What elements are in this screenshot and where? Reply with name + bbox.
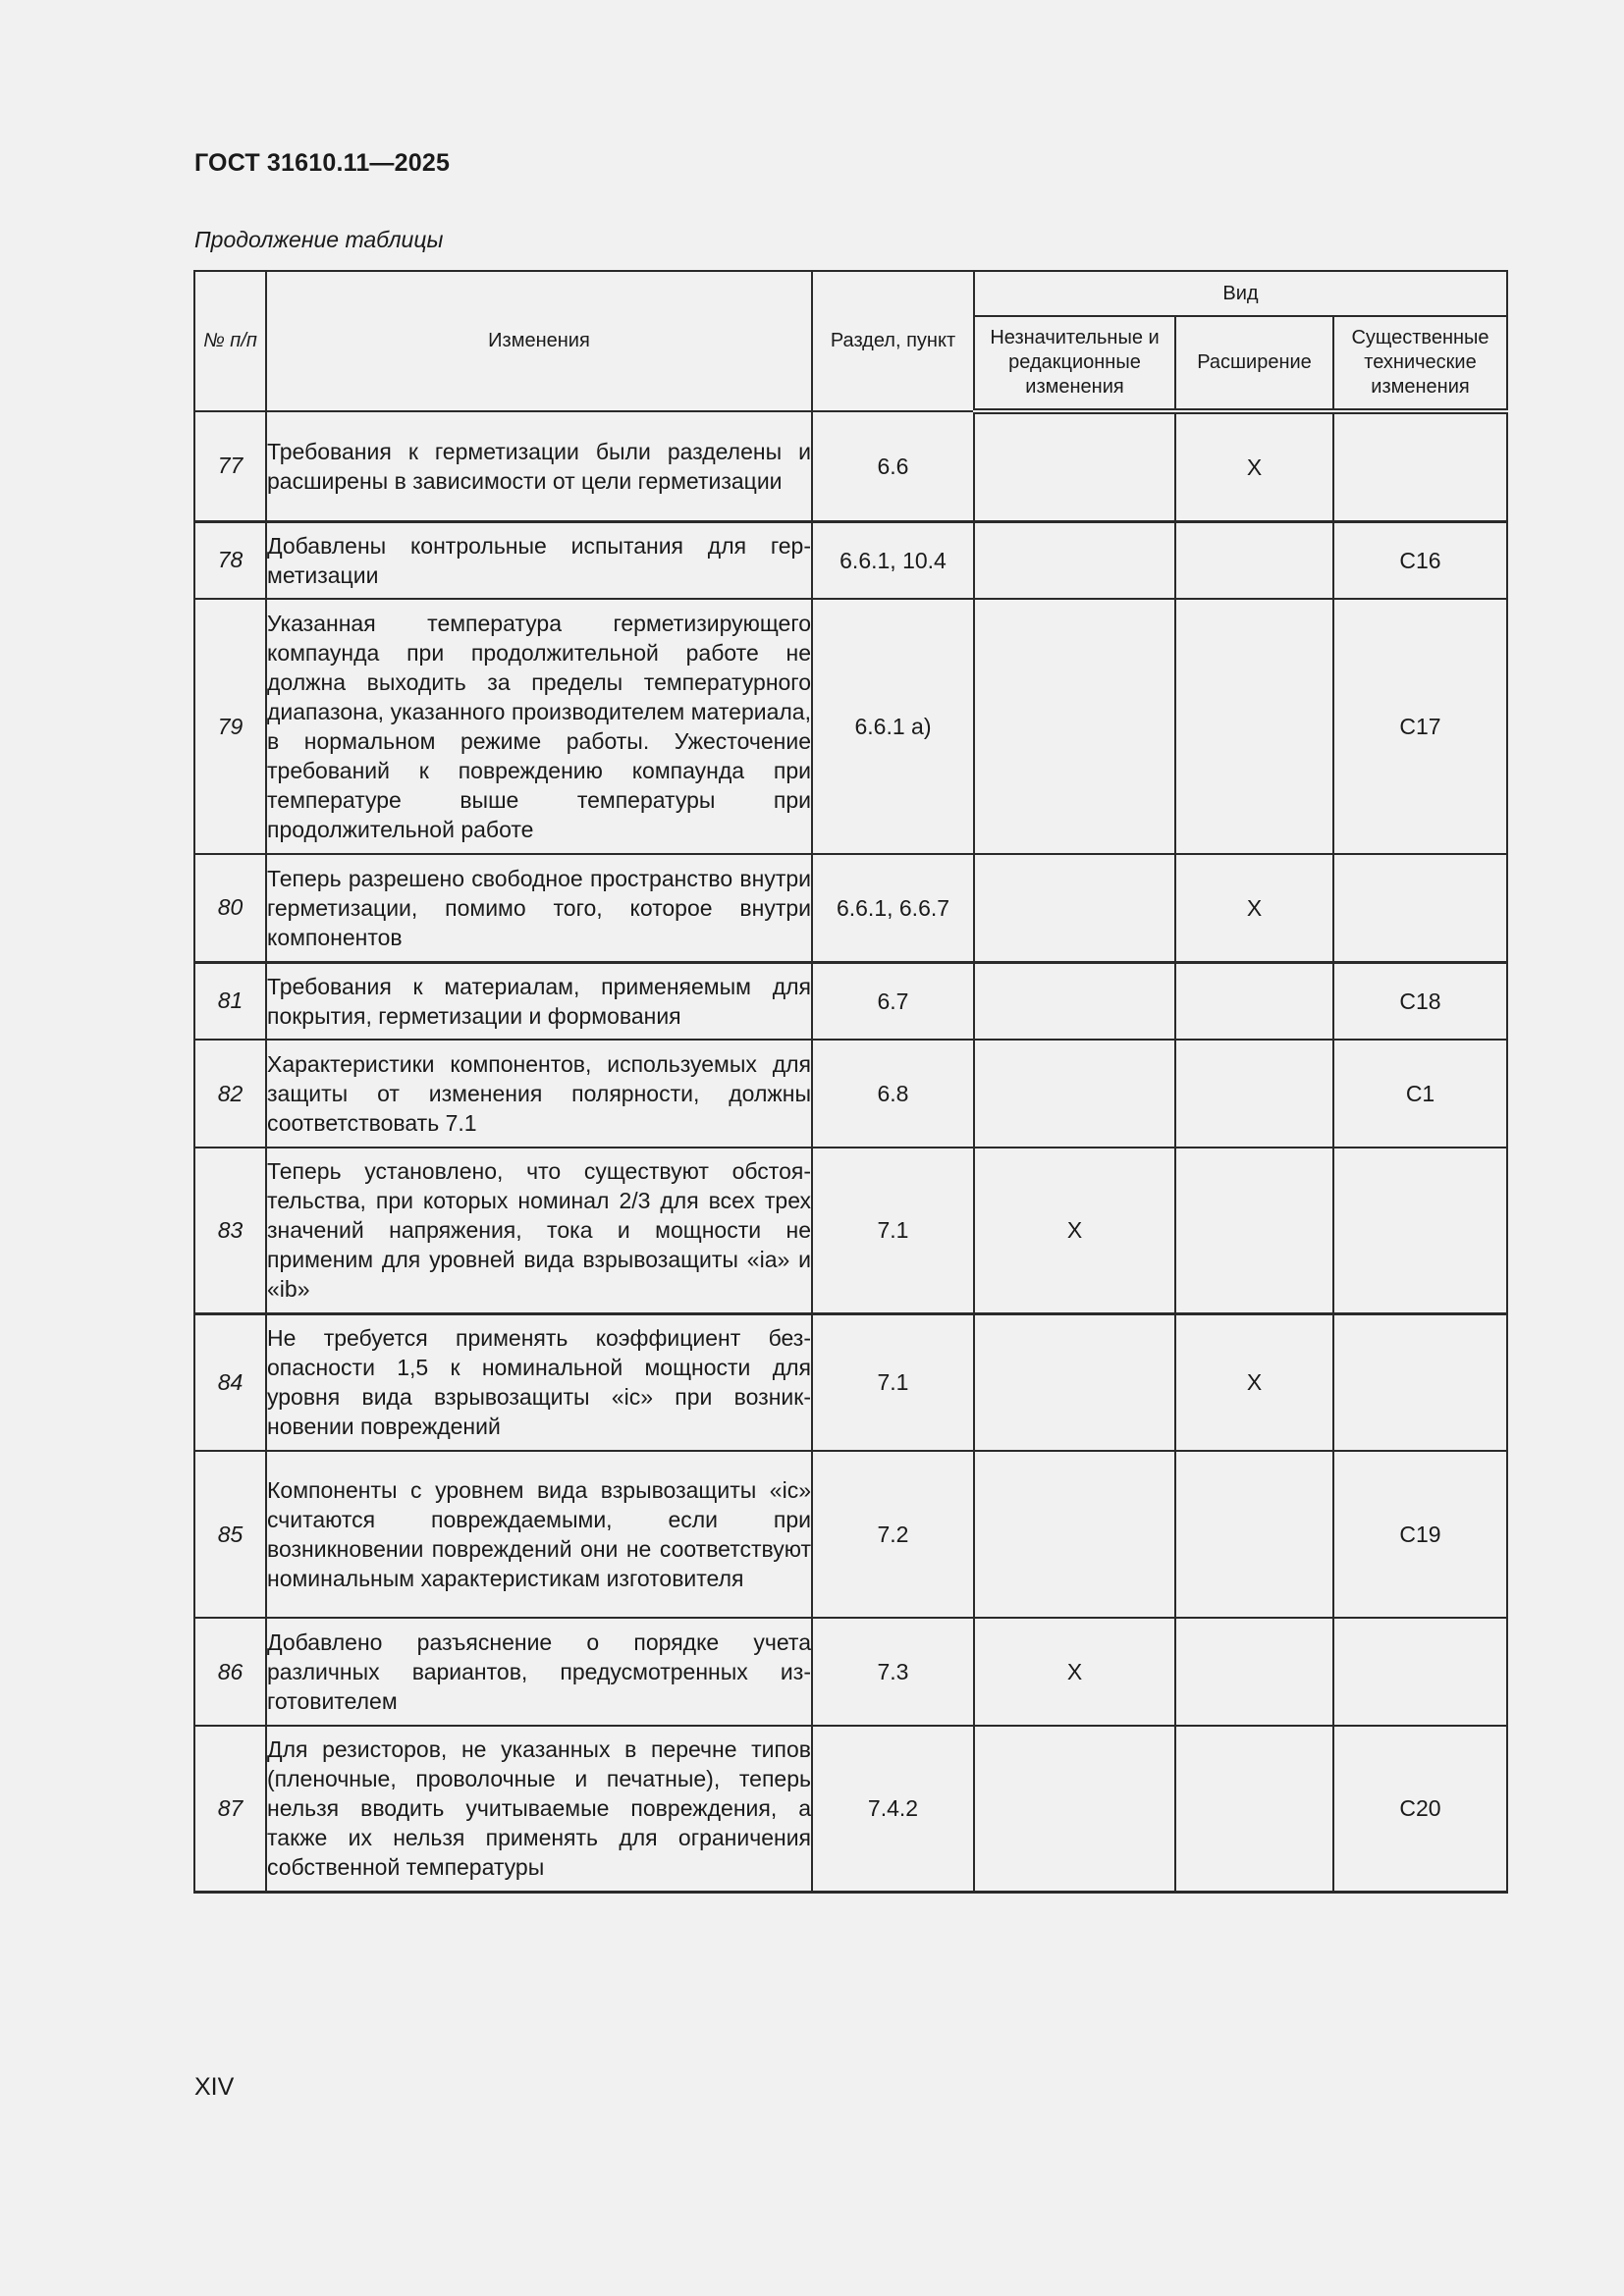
row-section: 7.4.2: [812, 1726, 974, 1892]
row-technical-mark: C19: [1333, 1451, 1507, 1618]
row-number: 78: [194, 521, 266, 599]
row-number: 80: [194, 854, 266, 962]
row-minor-mark: [974, 599, 1175, 854]
row-description: Теперь разрешено свободное пространство внутри герметизации, помимо того, которое внутри компонентов: [266, 854, 812, 962]
table-caption: Продолжение таблицы: [194, 227, 444, 252]
table-row: [194, 599, 1507, 854]
row-number: 85: [194, 1451, 266, 1618]
row-extension-mark: X: [1175, 411, 1333, 521]
row-section: 7.1: [812, 1313, 974, 1451]
row-description: Для резисторов, не указанных в перечне типов (пленочные, проволочные и печатные), теперь нельзя вводить учитываемые повреждения, а также их нельзя применять для ограничения собственной температуры: [266, 1726, 812, 1892]
row-extension-mark: [1175, 1451, 1333, 1618]
row-minor-mark: [974, 1040, 1175, 1148]
row-section: 6.8: [812, 1040, 974, 1148]
row-minor-mark: X: [974, 1618, 1175, 1726]
row-section: 7.3: [812, 1618, 974, 1726]
table-body: [194, 411, 1507, 1892]
row-number: 77: [194, 411, 266, 521]
header-technical: Существенные технические изменения: [1333, 316, 1507, 411]
row-technical-mark: [1333, 411, 1507, 521]
row-minor-mark: X: [974, 1148, 1175, 1313]
row-section: 7.1: [812, 1148, 974, 1313]
row-extension-mark: [1175, 962, 1333, 1040]
row-section: 7.2: [812, 1451, 974, 1618]
row-description: Добавлено разъяснение о порядке учета различных вариантов, предусмотренных изготовителем: [266, 1618, 812, 1726]
header-extension: Расширение: [1175, 316, 1333, 411]
table-row: [194, 1451, 1507, 1618]
changes-table: [193, 270, 1508, 1894]
row-section: 6.6.1, 6.6.7: [812, 854, 974, 962]
table-header: [194, 271, 1507, 411]
row-number: 82: [194, 1040, 266, 1148]
row-technical-mark: C16: [1333, 521, 1507, 599]
table-row: [194, 1726, 1507, 1892]
row-description: Не требуется применять коэффициент безопасности 1,5 к номинальной мощности для уровня вида взрывозащиты «ic» при возникновении повреждений: [266, 1313, 812, 1451]
row-minor-mark: [974, 411, 1175, 521]
row-number: 87: [194, 1726, 266, 1892]
table-row: [194, 1618, 1507, 1726]
row-description: Требования к герметизации были разделены и расширены в зависимости от цели герметизации: [266, 411, 812, 521]
row-section: 6.7: [812, 962, 974, 1040]
row-minor-mark: [974, 1726, 1175, 1892]
row-description: Теперь установлено, что существуют обстоятельства, при которых номинал 2/3 для всех трех значений напряжения, тока и мощности не применим для уровней вида взрывозащиты «ia» и «ib»: [266, 1148, 812, 1313]
row-extension-mark: [1175, 1040, 1333, 1148]
row-technical-mark: C17: [1333, 599, 1507, 854]
row-technical-mark: C18: [1333, 962, 1507, 1040]
row-extension-mark: [1175, 1148, 1333, 1313]
header-kind: Вид: [974, 271, 1507, 316]
row-minor-mark: [974, 1313, 1175, 1451]
row-description: Указанная температура герметизирующего компаунда при продолжительной работе не должна выходить за пределы температурного диапазона, указанного производителем материала, в нормальном режиме работы. Ужесточение требований к повреждению компаунда при температуре выше температуры при продолжительной работе: [266, 599, 812, 854]
header-section: Раздел, пункт: [812, 271, 974, 411]
row-description: Характеристики компонентов, используемых для защиты от изменения полярности, должны соответствовать 7.1: [266, 1040, 812, 1148]
header-minor: Незначительные и редакционные изменения: [974, 316, 1175, 411]
row-extension-mark: [1175, 599, 1333, 854]
row-description: Компоненты с уровнем вида взрывозащиты «ic» считаются повреждаемыми, если при возникновении повреждений они не соответствуют номинальным характеристикам изготовителя: [266, 1451, 812, 1618]
row-extension-mark: [1175, 1726, 1333, 1892]
table-row: [194, 1313, 1507, 1451]
row-description: Требования к материалам, применяемым для покрытия, герметизации и формования: [266, 962, 812, 1040]
page-number: XIV: [194, 2073, 235, 2101]
row-section: 6.6.1, 10.4: [812, 521, 974, 599]
header-num: № п/п: [194, 271, 266, 411]
table-row: [194, 521, 1507, 599]
row-number: 84: [194, 1313, 266, 1451]
table-row: [194, 411, 1507, 521]
table-row: [194, 1148, 1507, 1313]
row-minor-mark: [974, 1451, 1175, 1618]
row-extension-mark: X: [1175, 1313, 1333, 1451]
row-extension-mark: [1175, 1618, 1333, 1726]
row-number: 86: [194, 1618, 266, 1726]
row-section: 6.6: [812, 411, 974, 521]
row-number: 81: [194, 962, 266, 1040]
row-description: Добавлены контрольные испытания для герметизации: [266, 521, 812, 599]
row-technical-mark: [1333, 1148, 1507, 1313]
row-number: 79: [194, 599, 266, 854]
document-title: ГОСТ 31610.11—2025: [194, 149, 451, 177]
row-technical-mark: C1: [1333, 1040, 1507, 1148]
row-technical-mark: [1333, 854, 1507, 962]
row-section: 6.6.1 a): [812, 599, 974, 854]
row-extension-mark: X: [1175, 854, 1333, 962]
row-technical-mark: [1333, 1313, 1507, 1451]
row-minor-mark: [974, 854, 1175, 962]
row-extension-mark: [1175, 521, 1333, 599]
row-technical-mark: C20: [1333, 1726, 1507, 1892]
row-number: 83: [194, 1148, 266, 1313]
row-minor-mark: [974, 962, 1175, 1040]
table-row: [194, 962, 1507, 1040]
table-row: [194, 854, 1507, 962]
row-minor-mark: [974, 521, 1175, 599]
row-technical-mark: [1333, 1618, 1507, 1726]
table-row: [194, 1040, 1507, 1148]
header-changes: Изменения: [266, 271, 812, 411]
